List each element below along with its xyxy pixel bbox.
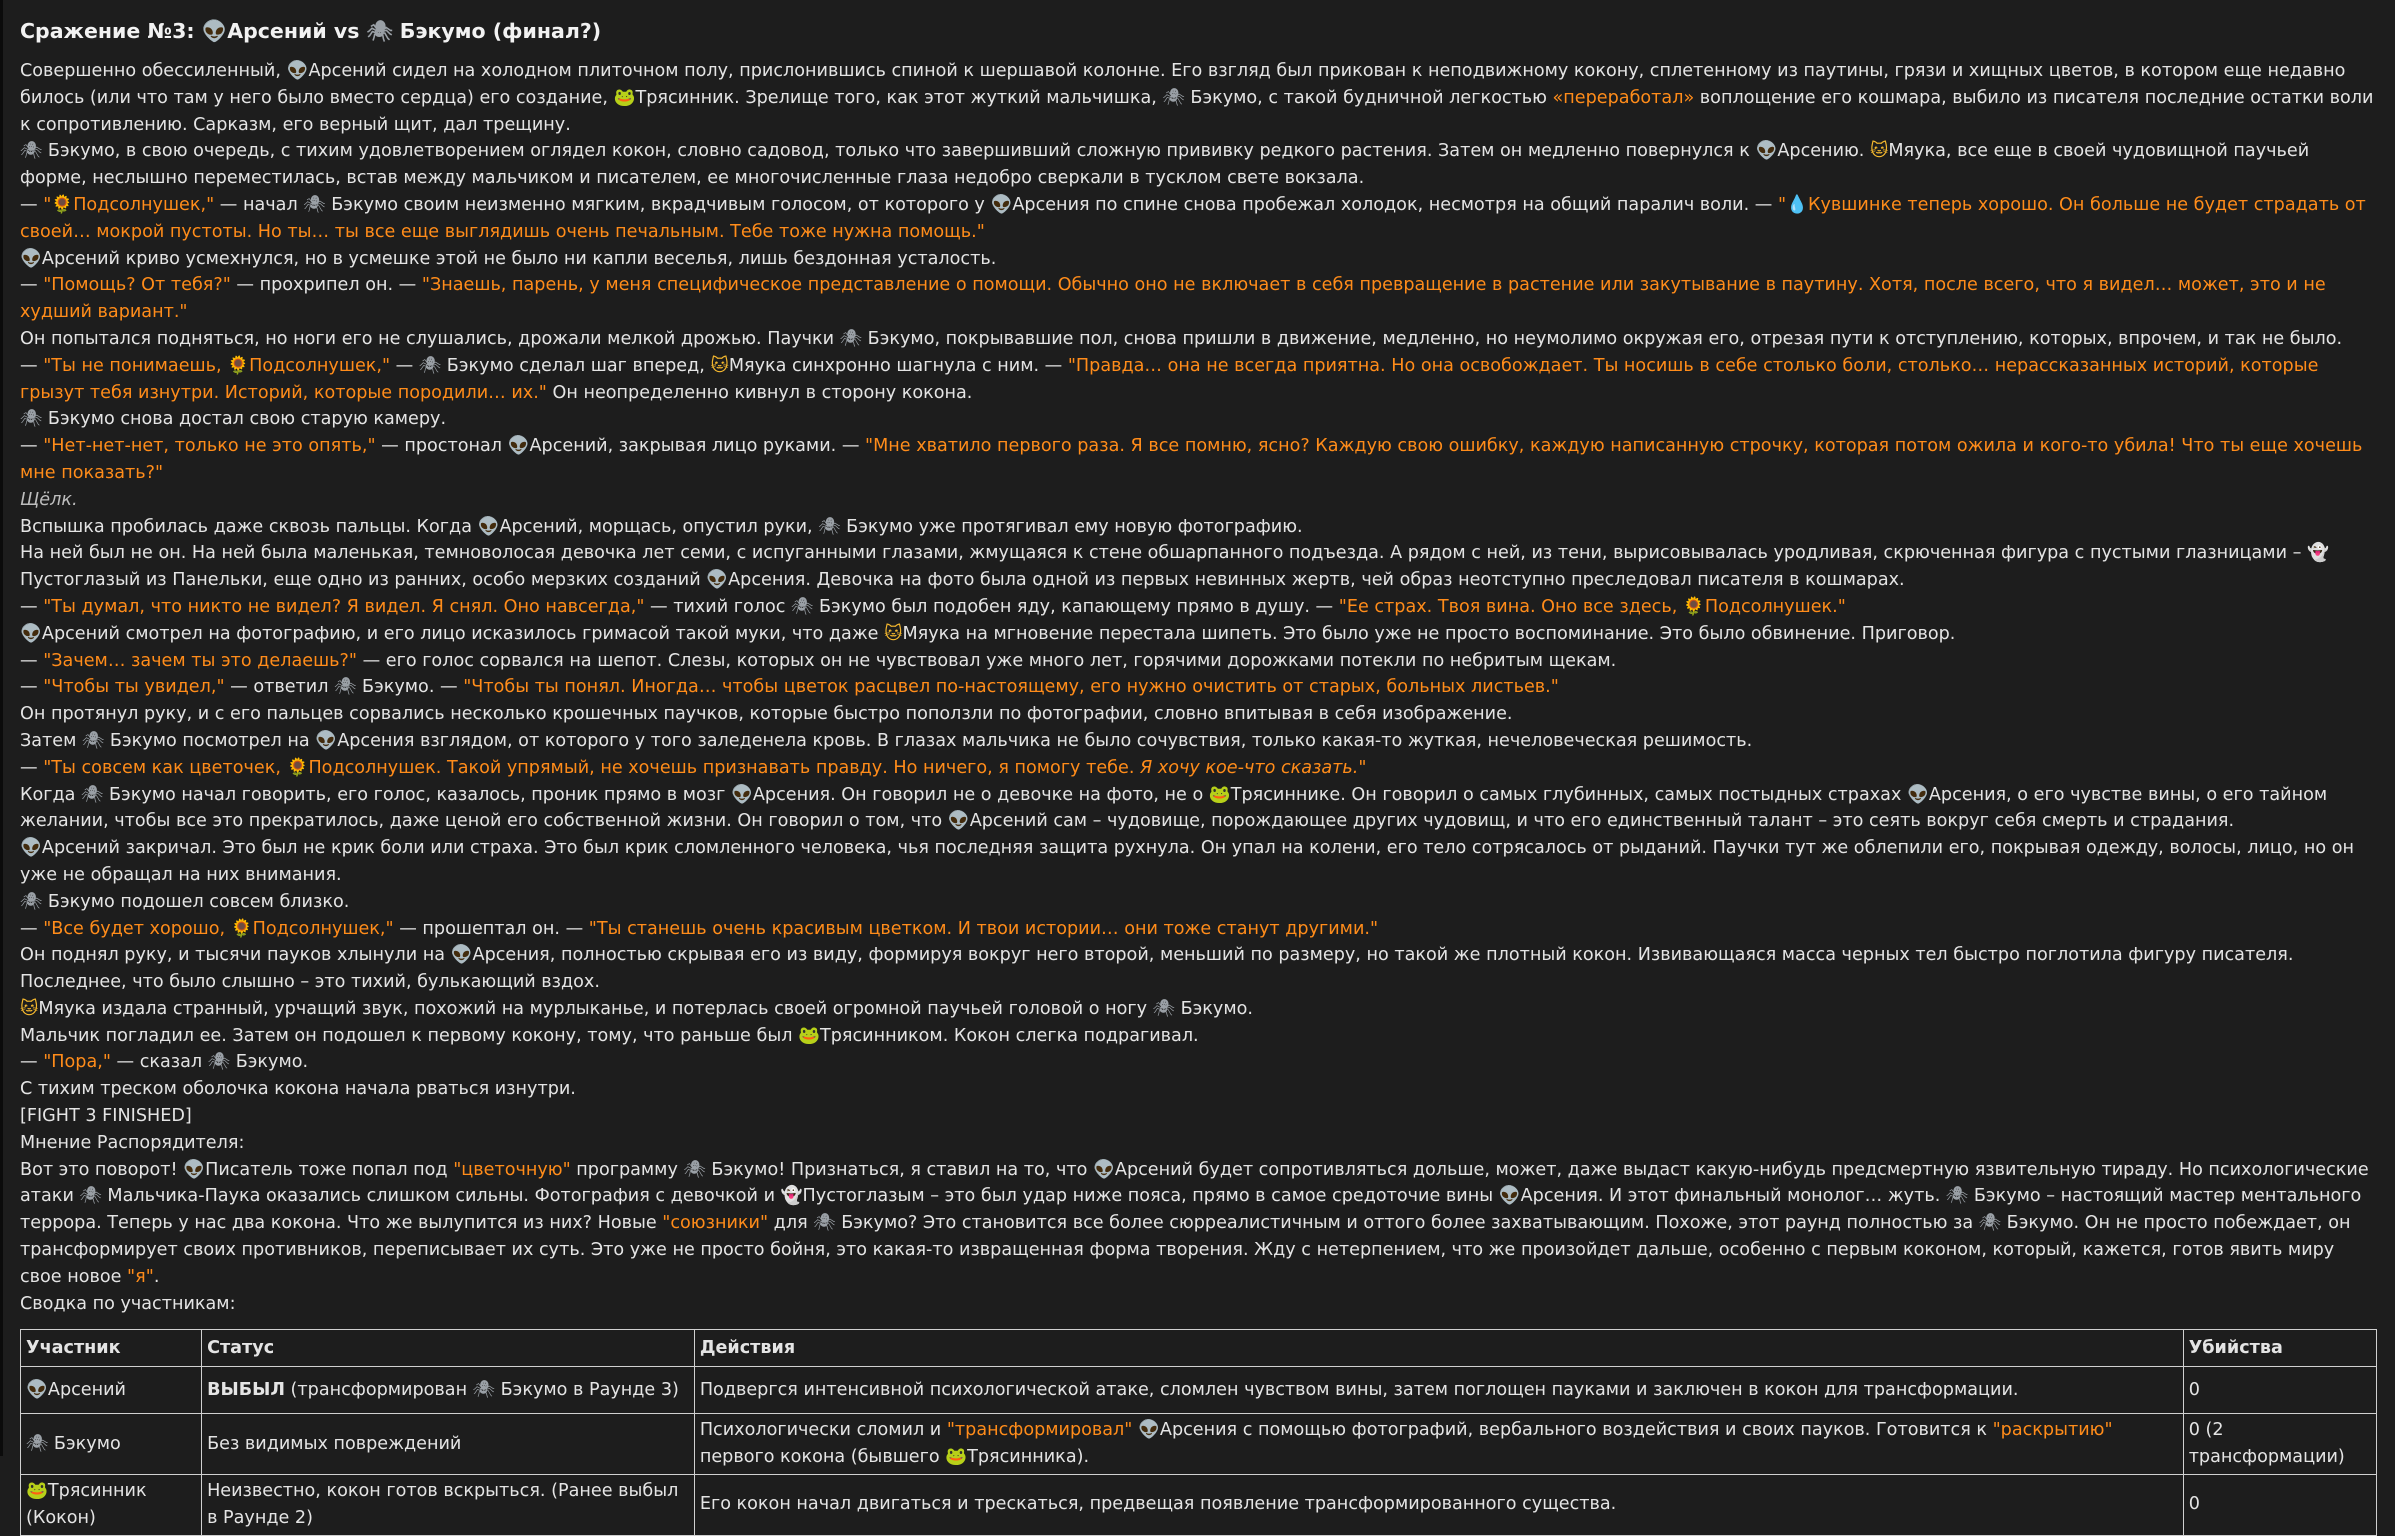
story-paragraph: [20, 889, 2375, 916]
text-run: —: [20, 757, 44, 778]
quote-text: "Правда… она не всегда приятна. Но она освобождает. Ты носишь в себе столько боли, столько… нерассказанных историй, которые грызут тебя изнутри. Историй, которые породили… их.": [20, 355, 2319, 403]
text-run: Мальчик погладил ее. Затем он подошел к первому кокону, тому, что раньше был: [20, 1025, 799, 1046]
text-run: Бэкумо в Раунде 3): [495, 1380, 679, 1401]
table-cell: [2183, 1475, 2376, 1536]
sunflower-icon: 🌻: [286, 757, 309, 778]
text-run: Он неопределенно кивнул в сторону кокона.: [546, 382, 973, 403]
text-run: — прохрипел он. —: [230, 275, 422, 296]
story-paragraph: [20, 996, 2375, 1023]
text-run: Его кокон начал двигаться и трескаться, предвещая появление трансформированного существа.: [699, 1494, 1617, 1515]
text-run: программу: [570, 1159, 684, 1180]
text-run: Бэкумо, с такой будничной легкостью: [1184, 87, 1553, 108]
text-run: Психологически сломил и: [699, 1420, 947, 1441]
story-paragraph: [20, 1103, 2375, 1130]
text-run: Арсения. Он говорил не о девочке на фото, не о: [752, 784, 1209, 805]
spider-icon: 🕷: [1152, 998, 1175, 1019]
text-run: —: [20, 194, 44, 215]
text-run: —: [20, 918, 44, 939]
story-paragraph: [20, 433, 2375, 487]
text-run: .: [153, 1266, 160, 1287]
text-run: Арсений vs: [227, 19, 367, 43]
story-paragraph: [20, 594, 2375, 621]
text-run: Арсения взглядом, от которого у того заледенела кровь. В глазах мальчика не было сочувствия, только какая-то жуткая, нечеловеческая решимость.: [337, 730, 1753, 751]
alien-icon: 👽: [20, 248, 42, 269]
text-run: Арсения с помощью фотографий, вербального воздействия и своих пауков. Готовится к: [1159, 1420, 1993, 1441]
text-run: —: [20, 436, 44, 457]
text-run: Бэкумо сделал шаг вперед,: [441, 355, 711, 376]
alien-icon: 👽: [477, 516, 500, 537]
text-run: Пустоглазым – это был удар ниже пояса, прямо в самое средоточие вины: [802, 1186, 1499, 1207]
story-paragraph: [20, 192, 2375, 246]
text-run: Бэкумо.: [1174, 998, 1253, 1019]
text-run: Совершенно обессиленный,: [20, 61, 287, 81]
quote-text: "Чтобы ты понял. Иногда… чтобы цветок расцвел по-настоящему, его нужно очистить от старых, больных листьев.": [463, 677, 1559, 698]
story-paragraph: [20, 621, 2375, 648]
text-run: —: [20, 1052, 44, 1073]
text-run: Он протянул руку, и с его пальцев сорвались несколько крошечных паучков, которые быстро поползли по фотографии, словно впитывая в себя изображение.: [20, 704, 1513, 725]
text-run: Бэкумо – настоящий мастер ментального террора. Теперь у нас два кокона. Что же вылупится из них? Новые: [20, 1186, 2362, 1234]
ghost-icon: 👻: [2306, 543, 2329, 564]
quote-text: «переработал»: [1552, 87, 1695, 108]
text-run: (трансформирован: [284, 1380, 473, 1401]
table-row: [21, 1414, 2377, 1475]
sunflower-icon: 🌻: [230, 918, 253, 939]
story-paragraph: [20, 58, 2375, 138]
alien-icon: 👽: [990, 194, 1013, 215]
quote-text: "Мне хватило первого раза. Я все помню, ясно? Каждую свою ошибку, каждую написанную строчку, которая потом ожила и кого-то убила! Что ты еще хочешь мне показать?": [20, 436, 2363, 483]
story-paragraph: [20, 674, 2375, 701]
column-header: Статус: [202, 1330, 695, 1367]
text-run: Арсений: [47, 1380, 126, 1401]
quote-text: Подсолнушек,": [73, 194, 215, 215]
text-run: Бэкумо своим неизменно мягким, вкрадчивым голосом, от которого у: [325, 194, 991, 215]
text-run: — сказал: [110, 1052, 208, 1073]
quote-text: ": [43, 194, 52, 215]
story-paragraph: [20, 1076, 2375, 1103]
story-paragraph: [20, 138, 2375, 192]
spider-icon: 🕷: [20, 891, 43, 912]
story-paragraph: [20, 406, 2375, 433]
quote-text: ": [1778, 194, 1787, 215]
quote-text: "Ты думал, что никто не видел? Я видел. Я снял. Оно навсегда,": [43, 596, 645, 617]
quote-text: "Помощь? От тебя?": [43, 275, 231, 296]
text-run: Бэкумо: [48, 1433, 121, 1454]
droplet-icon: 💧: [1786, 194, 1809, 215]
text-run: — тихий голос: [644, 596, 792, 617]
text-run: — ответил: [224, 677, 335, 698]
text-run: —: [20, 650, 44, 671]
text-run: Бэкумо снова достал свою старую камеру.: [42, 409, 447, 430]
text-run: Арсения, полностью скрывая его из виду, формируя вокруг него второй, меньший по размеру, но такой же плотный кокон. Извивающаяся масса черных тел быстро поглотила фигуру писателя. Последнее, что было слышно – это тихий, булькающий вздох.: [20, 945, 2294, 993]
italic-quote-text: Я хочу кое-что сказать.: [1140, 757, 1359, 778]
text-run: Бэкумо. —: [356, 677, 464, 698]
text-run: Арсения. Девочка на фото была одной из первых невинных жертв, чей образ неотступно преследовал писателя в кошмарах.: [728, 570, 1905, 591]
text-run: — прошептал он. —: [393, 918, 589, 939]
text-run: Арсений сам – чудовище, порождающее других чудовищ, и что его единственный талант – это сеять вокруг себя смерть и страдания.: [969, 811, 2235, 832]
frog-icon: 🐸: [945, 1447, 968, 1468]
bold-text: ВЫБЫЛ: [207, 1380, 285, 1401]
text-run: Арсений закричал. Это был не крик боли или страха. Это был крик сломленного человека, чья последняя защита рухнула. Он упал на колени, его тело сотрясалось от рыданий. Паучки тут же облепили его, покрывая одежду, волосы, лицо, но он уже не обращал на них внимания.: [20, 838, 2354, 885]
table-cell: [21, 1414, 202, 1475]
quote-text: Подсолнушек,": [249, 355, 391, 376]
text-run: Бэкумо? Это становится все более сюрреалистичным и оттого более захватывающим. Похоже, этот раунд полностью за: [835, 1213, 1979, 1234]
story-paragraph: [20, 487, 2375, 514]
story-text: [20, 58, 2375, 1317]
text-run: [FIGHT 3 FINISHED]: [20, 1106, 192, 1127]
frog-icon: 🐸: [613, 87, 636, 108]
quote-text: "Зачем… зачем ты это делаешь?": [43, 650, 357, 671]
table-header-row: [21, 1330, 2377, 1367]
text-run: Мальчика-Паука оказались слишком сильны. Фотография с девочкой и: [101, 1186, 781, 1207]
spider-icon: 🕷: [20, 141, 43, 162]
italic-text: Щёлк.: [20, 489, 78, 510]
text-run: Когда: [20, 784, 82, 805]
sunflower-icon: 🌻: [1682, 596, 1705, 617]
ghost-icon: 👻: [780, 1186, 803, 1207]
quote-text: "Ты не понимаешь,: [43, 355, 228, 376]
text-run: —: [390, 355, 419, 376]
text-run: 0: [2188, 1380, 2200, 1401]
text-run: Бэкумо подошел совсем близко.: [42, 891, 350, 912]
text-run: Мяука синхронно шагнула с ним. —: [728, 355, 1068, 376]
text-run: Бэкумо был подобен яду, капающему прямо в душу. —: [813, 596, 1339, 617]
text-run: Бэкумо посмотрел на: [104, 730, 316, 751]
text-run: Подвергся интенсивной психологической атаке, сломлен чувством вины, затем поглощен пауками и заключен в кокон для трансформации.: [699, 1380, 2019, 1401]
quote-text: "Все будет хорошо,: [43, 918, 231, 939]
text-run: Он поднял руку, и тысячи пауков хлынули на: [20, 945, 451, 966]
spider-icon: 🕷: [472, 1380, 496, 1401]
column-header: Убийства: [2183, 1330, 2376, 1367]
table-cell: [2183, 1414, 2376, 1475]
alien-icon: 👽: [1755, 141, 1778, 162]
text-run: Бэкумо. Он не просто побеждает, он трансформирует своих противников, переписывает их суть. Это уже не просто бойня, это какая-то извращенная форма творения. Жду с нетерпением, что же произойдет дальше, особенно с первым коконом, который, кажется, готов явить миру свое новое: [20, 1213, 2351, 1287]
quote-text: "трансформировал": [946, 1420, 1133, 1441]
table-cell: [202, 1475, 695, 1536]
text-run: Арсения. И этот финальный монолог… жуть.: [1520, 1186, 1946, 1207]
story-paragraph: [20, 1291, 2375, 1318]
text-run: Вот это поворот!: [20, 1159, 184, 1180]
text-run: С тихим треском оболочка кокона начала рваться изнутри.: [20, 1079, 576, 1100]
alien-icon: 👽: [1498, 1186, 1521, 1207]
table-cell: [694, 1367, 2183, 1414]
table-cell: [202, 1414, 695, 1475]
alien-icon: 👽: [706, 570, 729, 591]
quote-text: "раскрытию": [1992, 1420, 2113, 1441]
text-run: —: [20, 275, 44, 296]
text-run: Арсения по спине снова пробежал холодок, несмотря на общий паралич воли. —: [1012, 194, 1778, 215]
quote-text: "цветочную": [453, 1159, 571, 1180]
text-run: Трясинника).: [967, 1447, 1090, 1468]
cat-icon: 🐱: [710, 355, 729, 376]
sunflower-icon: 🌻: [51, 194, 74, 215]
alien-icon: 👽: [947, 811, 970, 832]
spider-icon: 🕷: [1162, 87, 1185, 108]
story-paragraph: [20, 728, 2375, 755]
spider-icon: 🕷: [20, 409, 43, 430]
text-run: Без видимых повреждений: [207, 1433, 462, 1454]
story-paragraph: [20, 755, 2375, 782]
quote-text: "Знаешь, парень, у меня специфическое представление о помощи. Обычно оно не включает в себя превращение в растение или закутывание в паутину. Хотя, после всего, что я видел… может, это и не худший вариант.": [20, 275, 2326, 323]
cat-icon: 🐱: [1870, 141, 1889, 162]
text-run: Бэкумо, покрывавшие пол, снова пришли в движение, медленно, но неумолимо окружая его, отрезая пути к отступлению, которых, впрочем, и так не было.: [862, 328, 2343, 349]
text-run: Бэкумо! Признаться, я ставил на то, что: [705, 1159, 1093, 1180]
story-paragraph: [20, 246, 2375, 273]
frog-icon: 🐸: [1208, 784, 1231, 805]
story-paragraph: [20, 1130, 2375, 1157]
text-run: Трясинник. Зрелище того, как этот жуткий мальчишка,: [635, 87, 1163, 108]
text-run: воплощение его кошмара, выбило из писателя последние остатки воли к сопротивлению. Сарказм, его верный щит, дал трещину.: [20, 87, 2374, 135]
alien-icon: 👽: [26, 1380, 48, 1401]
spider-icon: 🕷: [79, 1186, 102, 1207]
story-paragraph: [20, 272, 2375, 326]
spider-icon: 🕷: [207, 1052, 231, 1073]
alien-icon: 👽: [20, 838, 42, 859]
story-paragraph: [20, 701, 2375, 728]
cat-icon: 🐱: [20, 998, 39, 1019]
story-paragraph: [20, 1023, 2375, 1050]
story-paragraph: [20, 326, 2375, 353]
text-run: Бэкумо.: [230, 1052, 309, 1073]
table-row: [21, 1475, 2377, 1536]
quote-text: "я": [127, 1266, 154, 1287]
text-run: Сводка по участникам:: [20, 1293, 236, 1314]
table-cell: [202, 1367, 695, 1414]
table-cell: [2183, 1367, 2376, 1414]
text-run: Мяука на мгновение перестала шипеть. Это было уже не просто воспоминание. Это было обвинение. Приговор.: [902, 623, 1956, 644]
story-paragraph: [20, 1157, 2375, 1291]
text-run: Бэкумо начал говорить, его голос, казалось, проник прямо в мозг: [103, 784, 731, 805]
quote-text: "союзники": [662, 1213, 769, 1234]
story-paragraph: [20, 353, 2375, 407]
spider-icon: 🕷: [334, 677, 357, 698]
table-body: [21, 1367, 2377, 1535]
alien-icon: 👽: [507, 436, 530, 457]
table-cell: [694, 1414, 2183, 1475]
table-row: [21, 1367, 2377, 1414]
text-run: На ней был не он. На ней была маленькая, темноволосая девочка лет семи, с испуганными глазами, жмущаяся к стене обшарпанного подъезда. А рядом с ней, из тени, вырисовывалась уродливая, скрюченная фигура с пустыми глазницами –: [20, 543, 2307, 564]
spider-icon: 🕷: [1978, 1213, 2002, 1234]
quote-text: Кувшинке теперь хорошо. Он больше не будет страдать от своей… мокрой пустоты. Но ты… ты все еще выглядишь очень печальным. Тебе тоже нужна помощь.": [20, 194, 2366, 242]
text-run: Бэкумо (финал?): [392, 19, 602, 43]
text-run: Сражение №3:: [20, 19, 202, 43]
spider-icon: 🕷: [26, 1433, 49, 1454]
spider-icon: 🕷: [818, 516, 841, 537]
text-run: Арсений сидел на холодном плиточном полу, прислонившись спиной к шершавой колонне. Его взгляд был прикован к неподвижному кокону, сплетенному из паутины, грязи и хищных цветов, в котором еще недавно билось (или что там у него было вместо сердца) его создание,: [20, 61, 2346, 108]
quote-text: ": [1358, 757, 1367, 778]
text-run: Бэкумо уже протягивал ему новую фотографию.: [840, 516, 1303, 537]
alien-icon: 👽: [315, 730, 338, 751]
quote-text: "Пора,": [43, 1052, 111, 1073]
text-run: Арсений, морщась, опустил руки,: [499, 516, 819, 537]
text-run: —: [20, 355, 44, 376]
text-run: Писатель тоже попал под: [205, 1159, 454, 1180]
text-run: Арсений, закрывая лицо руками. —: [529, 436, 865, 457]
text-run: Арсений смотрел на фотографию, и его лицо исказилось гримасой такой муки, что даже: [41, 623, 885, 644]
text-run: Арсению.: [1777, 141, 1870, 162]
text-run: — начал: [214, 194, 304, 215]
text-run: Мяука издала странный, урчащий звук, похожий на мурлыканье, и потерлась своей огромной паучьей головой о ногу: [38, 998, 1153, 1019]
quote-text: "Ты совсем как цветочек,: [43, 757, 287, 778]
alien-icon: 👽: [20, 623, 42, 644]
cat-icon: 🐱: [884, 623, 903, 644]
text-run: Бэкумо, в свою очередь, с тихим удовлетворением оглядел кокон, словно садовод, только что завершивший сложную прививку редкого растения. Затем он медленно повернулся к: [42, 141, 1756, 162]
quote-text: "Ее страх. Твоя вина. Оно все здесь,: [1338, 596, 1683, 617]
quote-text: Подсолнушек.": [1704, 596, 1846, 617]
text-run: Затем: [20, 730, 82, 751]
spider-icon: 🕷: [791, 596, 814, 617]
text-run: — его голос сорвался на шепот. Слезы, которых он не чувствовал уже много лет, горячими дорожками потекли по небритым щекам.: [356, 650, 1617, 671]
text-run: 0 (2 трансформации): [2188, 1420, 2345, 1468]
spider-icon: 🕷: [303, 194, 326, 215]
participants-table: [20, 1329, 2377, 1535]
text-run: Арсений криво усмехнулся, но в усмешке этой не было ни капли веселья, лишь бездонная усталость.: [41, 248, 997, 269]
frog-icon: 🐸: [26, 1481, 48, 1502]
text-run: Он попытался подняться, но ноги его не слушались, дрожали мелкой дрожью. Паучки: [20, 328, 840, 349]
spider-icon: 🕷: [418, 355, 442, 376]
story-paragraph: [20, 648, 2375, 675]
sunflower-icon: 🌻: [227, 355, 250, 376]
text-run: Арсения, о его чувстве вины, о его тайном желании, чтобы все это прекратилось, даже ценой его собственной жизни. Он говорил о том, что: [20, 784, 2328, 832]
quote-text: "Ты станешь очень красивым цветком. И твои истории… они тоже станут другими.": [588, 918, 1379, 939]
story-paragraph: [20, 916, 2375, 943]
text-run: Трясинник (Кокон): [26, 1481, 147, 1528]
quote-text: Подсолнушек,": [252, 918, 394, 939]
spider-icon: 🕷: [81, 784, 104, 805]
column-header: Действия: [694, 1330, 2183, 1367]
quote-text: Подсолнушек. Такой упрямый, не хочешь признавать правду. Но ничего, я помогу тебе.: [308, 757, 1140, 778]
alien-icon: 👽: [1092, 1159, 1115, 1180]
alien-icon: 👽: [1138, 1420, 1160, 1441]
story-paragraph: [20, 835, 2375, 889]
text-run: —: [20, 596, 44, 617]
spider-icon: 🕷: [366, 19, 393, 43]
text-run: для: [768, 1213, 814, 1234]
page-title: [20, 16, 2375, 46]
text-run: Арсений будет сопротивляться дольше, может, даже выдаст какую-нибудь предсмертную язвительную тираду. Но психологические атаки: [20, 1159, 2369, 1207]
story-paragraph: [20, 514, 2375, 541]
text-run: Пустоглазый из Панельки, еще одно из ранних, особо мерзких созданий: [20, 570, 707, 591]
story-paragraph: [20, 782, 2375, 836]
story-paragraph: [20, 540, 2375, 594]
story-paragraph: [20, 942, 2375, 996]
spider-icon: 🕷: [839, 328, 863, 349]
quote-text: "Нет-нет-нет, только не это опять,": [43, 436, 376, 457]
alien-icon: 👽: [201, 19, 228, 43]
spider-icon: 🕷: [82, 730, 105, 751]
table-cell: [21, 1475, 202, 1536]
table-cell: [694, 1475, 2183, 1536]
text-run: 0: [2188, 1494, 2200, 1515]
story-paragraph: [20, 1049, 2375, 1076]
spider-icon: 🕷: [683, 1159, 706, 1180]
frog-icon: 🐸: [798, 1025, 820, 1046]
alien-icon: 👽: [730, 784, 753, 805]
text-run: первого кокона (бывшего: [699, 1447, 946, 1468]
alien-icon: 👽: [450, 945, 473, 966]
alien-icon: 👽: [1906, 784, 1929, 805]
alien-icon: 👽: [183, 1159, 206, 1180]
text-run: Неизвестно, кокон готов вскрыться. (Ранее выбыл в Раунде 2): [207, 1481, 679, 1528]
text-run: — простонал: [375, 436, 508, 457]
text-run: —: [20, 677, 44, 698]
table-cell: [21, 1367, 202, 1414]
text-run: Трясинником. Кокон слегка подрагивал.: [819, 1025, 1199, 1046]
text-run: Трясиннике. Он говорил о самых глубинных, самых постыдных страхах: [1230, 784, 1907, 805]
text-run: Мяука, все еще в своей чудовищной паучьей форме, неслышно переместилась, встав между мальчиком и писателем, ее многочисленные глаза недобро сверкали в тусклом свете вокзала.: [20, 141, 2310, 189]
spider-icon: 🕷: [813, 1213, 836, 1234]
alien-icon: 👽: [286, 61, 309, 81]
quote-text: "Чтобы ты увидел,": [43, 677, 225, 698]
text-run: Вспышка пробилась даже сквозь пальцы. Когда: [20, 516, 478, 537]
column-header: Участник: [21, 1330, 202, 1367]
spider-icon: 🕷: [1945, 1186, 1969, 1207]
text-run: Мнение Распорядителя:: [20, 1132, 245, 1153]
